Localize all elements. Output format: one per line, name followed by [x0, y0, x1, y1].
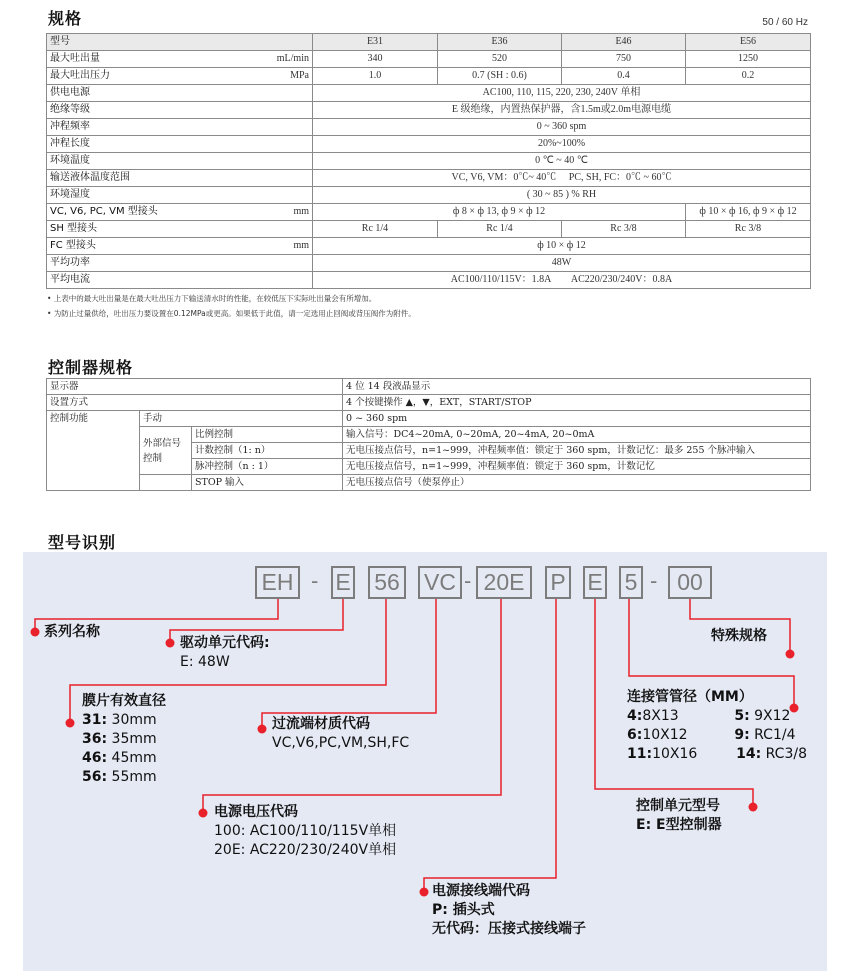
manual-value: 0 ~ 360 spm [343, 411, 811, 427]
function-label: 控制功能 [47, 411, 140, 491]
spec-row-label: 绝缘等级 [47, 102, 313, 119]
spec-row-value: 1250 [686, 51, 811, 68]
spec-row-value: Rc 1/4 [313, 221, 438, 238]
code-box-control: E [583, 566, 607, 599]
terminal-line: 无代码：压接式接线端子 [432, 921, 586, 937]
spec-row-label: 环境温度 [47, 153, 313, 170]
diaphragm-title: 膜片有效直径 [82, 693, 166, 709]
spec-note-2: • 为防止过量供给，吐出压力要设置在0.12MPa或更高。如果低于此值，请一定选用止回阀或背压阀作为附件。 [47, 309, 416, 318]
spec-row-value: 48W [313, 255, 811, 272]
header-e31: E31 [313, 34, 438, 51]
spec-row-value: ф 10 × ф 16, ф 9 × ф 12 [686, 204, 811, 221]
spec-row-label: 平均功率 [47, 255, 313, 272]
control-unit-line: E: E型控制器 [636, 817, 722, 833]
dot-material [258, 725, 267, 734]
diaphragm-item: 31: 30mm [82, 712, 157, 728]
terminal-block [432, 882, 586, 939]
spec-title: 规格 [48, 9, 83, 28]
spec-row-unit: mL/min [247, 51, 313, 68]
spec-row-value: 340 [313, 51, 438, 68]
spec-row-value: 0.7 (SH : 0.6) [438, 68, 562, 85]
manual-label: 手动 [140, 411, 343, 427]
spec-row-label: 最大吐出量 [47, 51, 247, 68]
terminal-title: 电源接线端代码 [432, 883, 530, 899]
series-name-label: 系列名称 [44, 624, 100, 640]
code-box-material: VC [418, 566, 462, 599]
diaphragm-item: 56: 55mm [82, 769, 157, 785]
count-control-label: 计数控制（1: n） [192, 443, 343, 459]
spec-row-value: 0 ℃ ~ 40 ℃ [313, 153, 811, 170]
spec-row-value: 750 [562, 51, 686, 68]
spec-row-value: ( 30 ~ 85 ) % RH [313, 187, 811, 204]
spec-row-value: E 级绝缘，内置热保护器，含1.5m或2.0m电源电缆 [313, 102, 811, 119]
external-control-label: 外部信号控制 [140, 427, 192, 475]
spec-row-value: 520 [438, 51, 562, 68]
dot-diaphragm [66, 719, 75, 728]
controller-title: 控制器规格 [48, 358, 134, 377]
code-box-special: 00 [668, 566, 712, 599]
code-box-voltage: 20E [476, 566, 532, 599]
dot-control [749, 803, 758, 812]
special-spec-label: 特殊规格 [711, 628, 767, 644]
connector-voltage [203, 599, 501, 811]
spec-row-unit: MPa [247, 68, 313, 85]
diaphragm-item: 36: 35mm [82, 731, 157, 747]
spec-row-label: 冲程长度 [47, 136, 313, 153]
spec-row-value: ф 10 × ф 12 [313, 238, 811, 255]
voltage-line: 20E: AC220/230/240V单相 [214, 842, 397, 858]
model-title: 型号识别 [48, 533, 117, 552]
diaphragm-block [82, 692, 166, 787]
control-unit-block [636, 797, 722, 835]
count-control-value: 无电压接点信号，n=1~999，冲程频率值：锁定于 360 spm，计数记忆：最多 255 个脉冲输入 [343, 443, 811, 459]
material-line: VC,V6,PC,VM,SH,FC [272, 735, 410, 751]
material-block [272, 715, 409, 753]
spec-row-value: VC, V6, VM：0℃~ 40℃ PC, SH, FC：0℃ ~ 60℃ [313, 170, 811, 187]
code-box-terminal: P [545, 566, 571, 599]
connector-material [262, 599, 436, 727]
dash: - [464, 568, 472, 593]
header-e46: E46 [562, 34, 686, 51]
connection-block [627, 688, 807, 764]
spec-row-value: 0.2 [686, 68, 811, 85]
dot-terminal [420, 888, 429, 897]
spec-row-label: 最大吐出压力 [47, 68, 247, 85]
connection-row: 4:8X13 5: 9X12 [627, 708, 791, 724]
spec-row-label: SH 型接头 [47, 221, 313, 238]
dash: - [650, 568, 658, 593]
spec-row-label: 环境湿度 [47, 187, 313, 204]
header-model: 型号 [47, 34, 313, 51]
connection-row: 11:10X16 14: RC3/8 [627, 746, 807, 762]
voltage-block [214, 803, 396, 860]
spec-row-label: 供电电源 [47, 85, 313, 102]
dot-series [31, 628, 40, 637]
drive-unit-line: E: 48W [180, 654, 230, 670]
code-box-connection: 5 [619, 566, 643, 599]
proportional-label: 比例控制 [192, 427, 343, 443]
spec-row-label: VC, V6, PC, VM 型接头 [47, 204, 247, 221]
connection-title: 连接管管径（MM） [627, 689, 753, 705]
code-box-drive: E [331, 566, 355, 599]
header-e56: E56 [686, 34, 811, 51]
connection-row: 6:10X12 9: RC1/4 [627, 727, 796, 743]
pulse-control-label: 脉冲控制（n : 1） [192, 459, 343, 475]
stop-input-value: 无电压接点信号（使泵停止） [343, 475, 811, 491]
display-value: 4 位 14 段液晶显示 [343, 379, 811, 395]
code-box-series: EH [255, 566, 300, 599]
stop-input-label: STOP 输入 [192, 475, 343, 491]
control-unit-title: 控制单元型号 [636, 798, 720, 814]
spec-row-unit: mm [247, 204, 313, 221]
drive-unit-block [180, 634, 270, 672]
code-box-diaphragm: 56 [368, 566, 406, 599]
spec-row-value: Rc 3/8 [686, 221, 811, 238]
terminal-line: P: 插头式 [432, 902, 495, 918]
dot-special [786, 650, 795, 659]
spec-row-value: 1.0 [313, 68, 438, 85]
spec-row-value: Rc 1/4 [438, 221, 562, 238]
spec-row-unit: mm [247, 238, 313, 255]
spec-row-label: 冲程频率 [47, 119, 313, 136]
spec-row-value: 0.4 [562, 68, 686, 85]
dot-drive [166, 639, 175, 648]
spec-row-value: 0 ~ 360 spm [313, 119, 811, 136]
dot-voltage [199, 809, 208, 818]
proportional-value: 输入信号：DC4~20mA, 0~20mA, 20~4mA, 20~0mA [343, 427, 811, 443]
diaphragm-item: 46: 45mm [82, 750, 157, 766]
dash: - [311, 568, 319, 593]
spec-row-label: 平均电流 [47, 272, 313, 289]
display-label: 显示器 [47, 379, 343, 395]
drive-unit-title: 驱动单元代码: [180, 635, 270, 651]
spec-row-value: ф 8 × ф 13, ф 9 × ф 12 [313, 204, 686, 221]
spec-row-value: AC100/110/115V：1.8A AC220/230/240V：0.8A [313, 272, 811, 289]
spec-row-label: 输送液体温度范围 [47, 170, 313, 187]
header-e36: E36 [438, 34, 562, 51]
setting-value: 4 个按键操作 ▲，▼，EXT，START/STOP [343, 395, 811, 411]
frequency-label: 50 / 60 Hz [762, 17, 808, 28]
spec-row-label: FC 型接头 [47, 238, 247, 255]
material-title: 过流端材质代码 [272, 716, 370, 732]
voltage-title: 电源电压代码 [214, 804, 298, 820]
spec-row-value: AC100, 110, 115, 220, 230, 240V 单相 [313, 85, 811, 102]
spec-row-value: Rc 3/8 [562, 221, 686, 238]
connector-terminal [424, 599, 556, 890]
pulse-control-value: 无电压接点信号，n=1~999，冲程频率值：锁定于 360 spm，计数记忆 [343, 459, 811, 475]
spec-note-1: • 上表中的最大吐出量是在最大吐出压力下输送清水时的性能，在较低压下实际吐出量会有所增加。 [47, 294, 377, 303]
spec-row-value: 20%~100% [313, 136, 811, 153]
voltage-line: 100: AC100/110/115V单相 [214, 823, 397, 839]
setting-label: 设置方式 [47, 395, 343, 411]
